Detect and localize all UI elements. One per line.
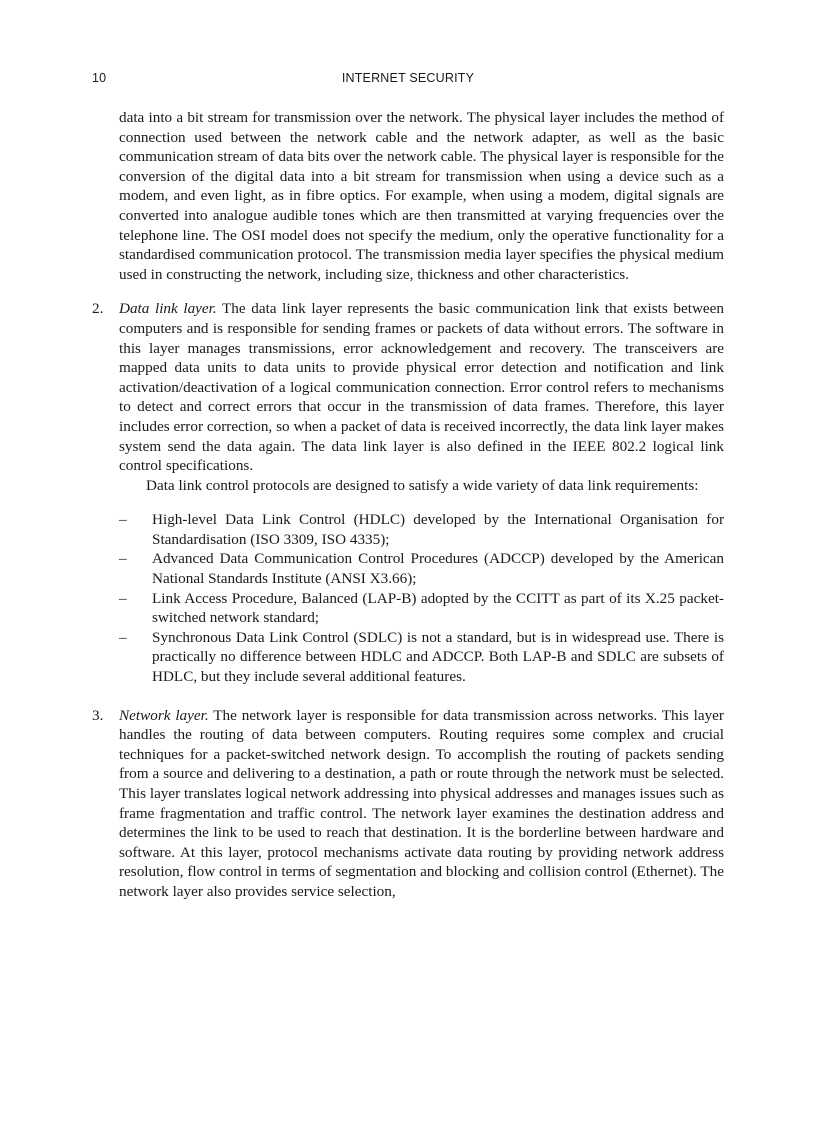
item-paragraph [119, 299, 724, 475]
list-item-network-layer [92, 706, 724, 902]
item-text: The data link layer represents the basic communication link that exists between computers and is responsible for sending frames or packets of data without errors. The software in this layer manages transmissions, error acknowledgement and recovery. The transceivers are mapped data units to data units to provide physical error detection and notification and link activation/deactivation of a logical communication connection. Error control refers to mechanisms to detect and correct errors that occur in the transmission of data frames. Therefore, this layer includes error correction, so when a packet of data is received incorrectly, the data link layer makes system send the data again. The data link layer is also defined in the IEEE 802.2 logical link control specifications. [119, 300, 724, 475]
dash-bullet: – [119, 550, 127, 568]
protocol-text: Synchronous Data Link Control (SDLC) is not a standard, but is in widespread use. There is practically no difference between HDLC and ADCCP. Both LAP-B and SDLC are subsets of HDLC, but they include several additional features. [152, 628, 724, 686]
running-head [92, 71, 724, 89]
item-heading: Network layer. [119, 706, 209, 724]
protocol-list [119, 510, 724, 686]
protocol-list-item [119, 589, 724, 628]
protocol-list-item [119, 510, 724, 549]
protocol-text: High-level Data Link Control (HDLC) developed by the International Organisation for Standardisation (ISO 3309, ISO 4335); [152, 511, 724, 548]
protocol-text: Link Access Procedure, Balanced (LAP-B) adopted by the CCITT as part of its X.25 packet-switched network standard; [152, 589, 724, 627]
page-body [92, 108, 724, 902]
page-number: 10 [92, 71, 107, 85]
continuation-paragraph: data into a bit stream for transmission over the network. The physical layer includes the method of connection used between the network cable and the network adapter, as well as the basic communication stream of data bits over the network cable. The physical layer is responsible for the conversion of the digital data into a bit stream for transmission when using a device such as a modem, and even light, as in fibre optics. For example, when using a modem, digital signals are converted into analogue audible tones which are then transmitted at varying frequencies over the telephone line. The OSI model does not specify the medium, only the operative functionality for a standardised communication protocol. The transmission media layer specifies the physical medium used in constructing the network, including size, thickness and other characteristics. [119, 109, 724, 283]
item-heading: Data link layer. [119, 300, 217, 318]
sub-paragraph: Data link control protocols are designed to satisfy a wide variety of data link requirements: [146, 476, 699, 494]
physical-layer-continuation [92, 108, 724, 284]
item-text: The network layer is responsible for data transmission across networks. This layer handles the routing of data between computers. Routing requires some complex and crucial techniques for a packet-switched network design. To accomplish the routing of packets sending from a source and delivering to a destination, a path or route through the network must be selected. This layer translates logical network addressing into physical addresses and manages issues such as frame fragmentation and traffic control. The network layer examines the destination address and determines the link to be used to reach that destination. It is the borderline between hardware and software. At this layer, protocol mechanisms activate data routing by providing network address resolution, flow control in terms of segmentation and blocking and collision control (Ethernet). The network layer also provides service selection, [119, 706, 724, 900]
running-title: INTERNET SECURITY [341, 71, 475, 85]
protocol-list-item [119, 549, 724, 588]
protocol-text: Advanced Data Communication Control Procedures (ADCCP) developed by the American National Standards Institute (ANSI X3.66); [152, 550, 724, 588]
dash-bullet: – [119, 628, 127, 646]
list-item-data-link-layer [92, 299, 724, 686]
dash-bullet: – [119, 511, 127, 529]
item-paragraph [119, 706, 724, 902]
item-number: 3. [92, 706, 104, 724]
protocol-list-item [119, 628, 724, 687]
item-number: 2. [92, 300, 104, 318]
dash-bullet: – [119, 589, 127, 607]
